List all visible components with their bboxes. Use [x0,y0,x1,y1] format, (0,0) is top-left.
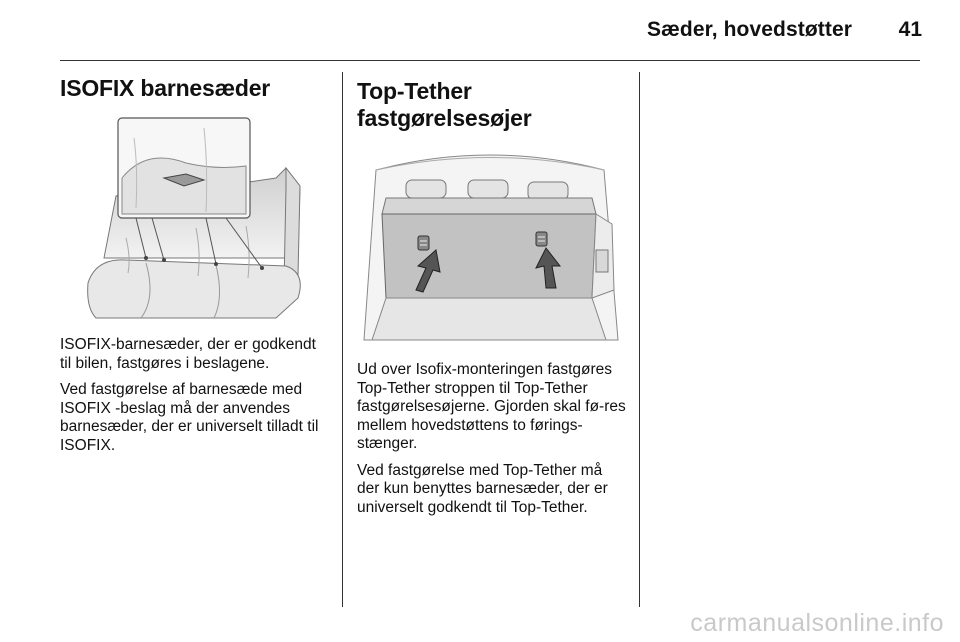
top-tether-heading-line1: Top-Tether [357,78,472,104]
column-divider-left [342,72,343,607]
isofix-rear-seat-illustration-icon [86,108,322,323]
top-tether-heading [357,78,532,132]
isofix-paragraph-1: ISOFIX-barnesæder, der er godkendt til bilen, fastgøres i beslagene. [60,336,316,372]
top-tether-text [357,361,627,525]
column-divider-right [639,72,640,607]
page-header-title: Sæder, hovedstøtter [647,18,852,41]
isofix-text [60,336,330,463]
page-number: 41 [898,18,922,41]
top-tether-heading-line2: fastgørelsesøjer [357,105,532,131]
isofix-heading: ISOFIX barnesæder [60,75,271,101]
top-tether-paragraph-2: Ved fastgørelse med Top-Tether må der kun benyttes barnesæder, der er universelt godkendt til Top-Tether. [357,461,608,516]
isofix-paragraph-2: Ved fastgørelse af barnesæde med ISOFIX -beslag må der anvendes barnesæder, der er universelt tilladt til ISOFIX. [60,381,319,454]
top-tether-paragraph-1: Ud over Isofix-monteringen fastgøres Top-Tether stroppen til Top-Tether fastgørelsesøjerne. Gjorden skal fø-res mellem hovedstøttens to førings-stænger. [357,361,626,452]
top-tether-cargo-area-illustration-icon [356,140,624,346]
header-rule [60,60,920,61]
watermark: carmanualsonline.info [690,609,944,637]
